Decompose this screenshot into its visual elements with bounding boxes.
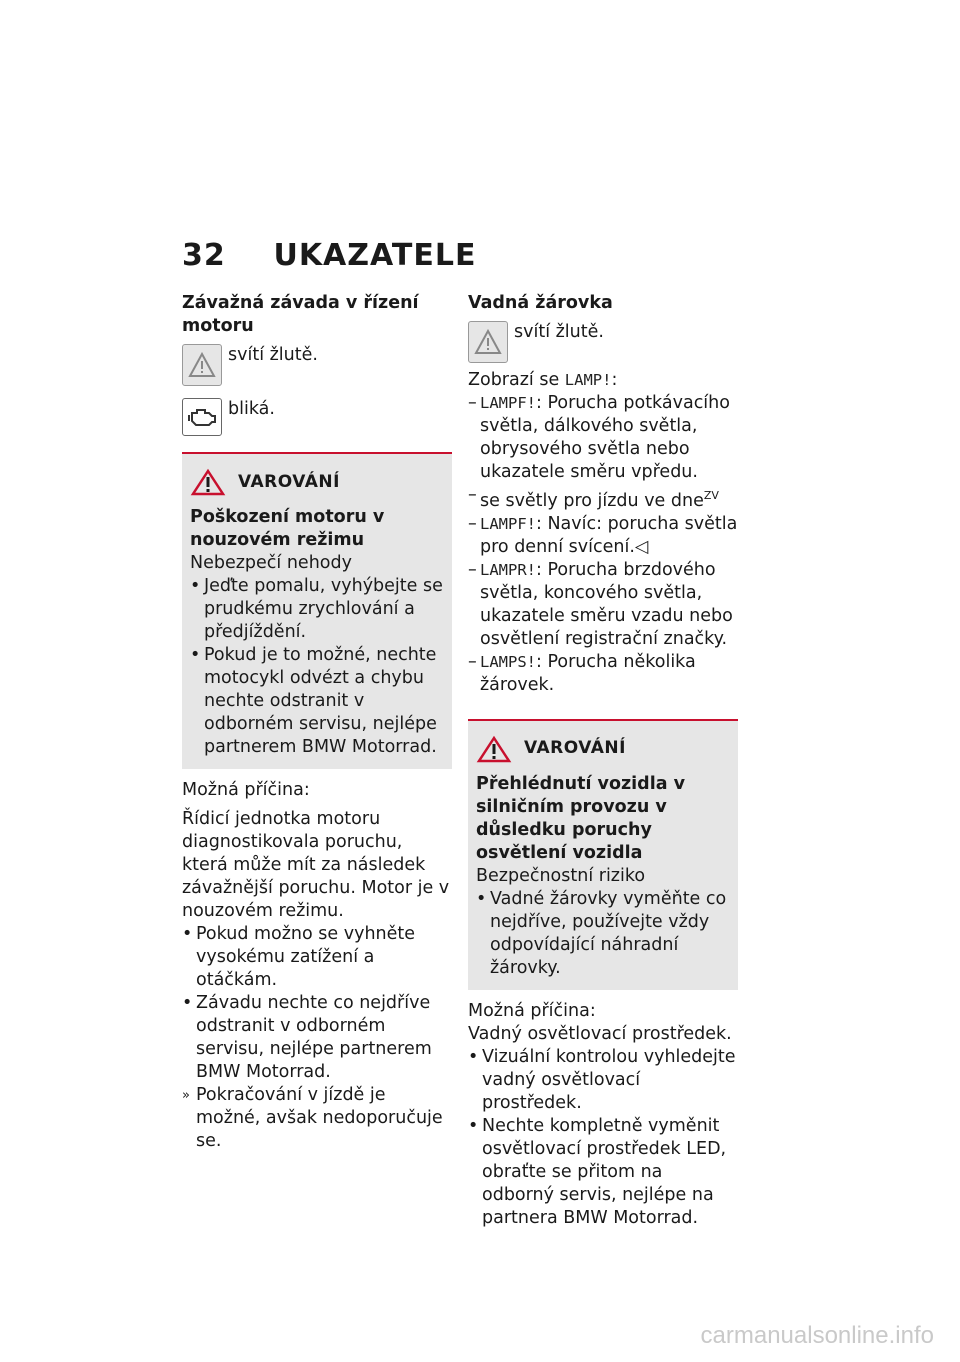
left-column [182,292,452,1153]
code-text: : Porucha potkávacího světla, dálkového světla, obrysového světla nebo ukazatele směru vpředu. [480,393,730,482]
code-value: LAMPR! [480,560,536,579]
code-item [468,513,738,559]
warning-heading: Přehlédnutí vozidla v silničním provozu v důsledku poruchy osvětlení vozidla [476,773,686,863]
display-colon: : [611,370,618,390]
page-header [182,238,477,273]
warning-item: • Vadné žárovky vyměňte co nejdříve, používejte vždy odpovídající náhradní žárovky. [476,888,730,980]
code-item [468,484,738,513]
warning-label: VAROVÁNÍ [238,471,340,492]
result-item: » Pokračování v jízdě je možné, avšak nedoporučuje se. [182,1084,452,1153]
warning-item: • Jeďte pomalu, vyhýbejte se prudkému zrychlování a předjíždění. [190,575,444,644]
cause-label: Možná příčina: [182,780,310,800]
code-text: se světly pro jízdu ve dne [480,490,704,511]
code-item [468,392,738,484]
warning-title [476,735,730,763]
action-item: • Pokud možno se vyhněte vysokému zatížení a otáčkám. [182,923,452,992]
indicator-row-blink [182,398,452,436]
indicator-text-blink: bliká. [228,399,275,419]
warning-title [190,468,444,496]
display-intro: Zobrazí se [468,370,560,390]
cause-text: Řídicí jednotka motoru diagnostikovala poruchu, která může mít za následek závažnější poruchu. Motor je v nouzovém režimu. [182,809,450,921]
code-item [468,559,738,651]
warning-label: VAROVÁNÍ [524,738,626,759]
warning-subtitle: Bezpečnostní riziko [476,865,646,886]
warning-heading: Poškození motoru v nouzovém režimu [190,507,385,550]
action-item: • Vizuální kontrolou vyhledejte vadný osvětlovací prostředek. [468,1046,738,1115]
right-column [468,292,738,1230]
code-value: LAMPF! [480,394,536,412]
display-line [468,369,738,392]
code-text: : Navíc: porucha světla pro denní svícení.◁ [480,513,738,557]
warning-box-lamp [468,719,738,990]
display-code: LAMP! [564,371,612,389]
section-heading-engine: Závažná závada v řízení motoru [182,293,419,336]
action-item: • Nechte kompletně vyměnit osvětlovací prostředek LED, obraťte se přitom na odborný servis, nejlépe na partnera BMW Motorrad. [468,1115,738,1230]
indicator-text-yellow: svítí žlutě. [228,345,318,365]
code-text: : Porucha několika žárovek. [480,651,696,695]
warning-subtitle: Nebezpečí nehody [190,553,352,573]
warning-exclamation-icon [476,735,512,763]
code-value: LAMPS! [480,652,536,671]
code-item [468,651,738,697]
warning-box-engine [182,452,452,769]
code-text: : Porucha brzdového světla, koncového světla, ukazatele směru vzadu nebo osvětlení registrační značky. [480,559,733,649]
code-sup: ZV [703,489,719,502]
code-value: LAMPF! [480,514,536,533]
watermark: carmanualsonline.info [700,1322,934,1349]
page-number: 32 [182,238,226,273]
engine-icon [182,398,222,436]
action-item: • Závadu nechte co nejdříve odstranit v odborném servisu, nejlépe partnerem BMW Motorrad. [182,992,452,1084]
warning-triangle-icon [182,344,222,386]
indicator-text-lamp: svítí žlutě. [514,322,604,342]
page-title: UKAZATELE [273,238,477,273]
warning-item: • Pokud je to možné, nechte motocykl odvézt a chybu nechte odstranit v odborném servisu, nejlépe partnerem BMW Motorrad. [190,644,444,759]
cause-text: Vadný osvětlovací prostředek. [468,1023,732,1044]
cause-label: Možná příčina: [468,1000,596,1021]
indicator-row-lamp [468,321,738,363]
warning-triangle-icon [468,321,508,363]
indicator-row-yellow [182,344,452,386]
section-heading-lamp: Vadná žárovka [468,293,613,313]
warning-exclamation-icon [190,468,226,496]
